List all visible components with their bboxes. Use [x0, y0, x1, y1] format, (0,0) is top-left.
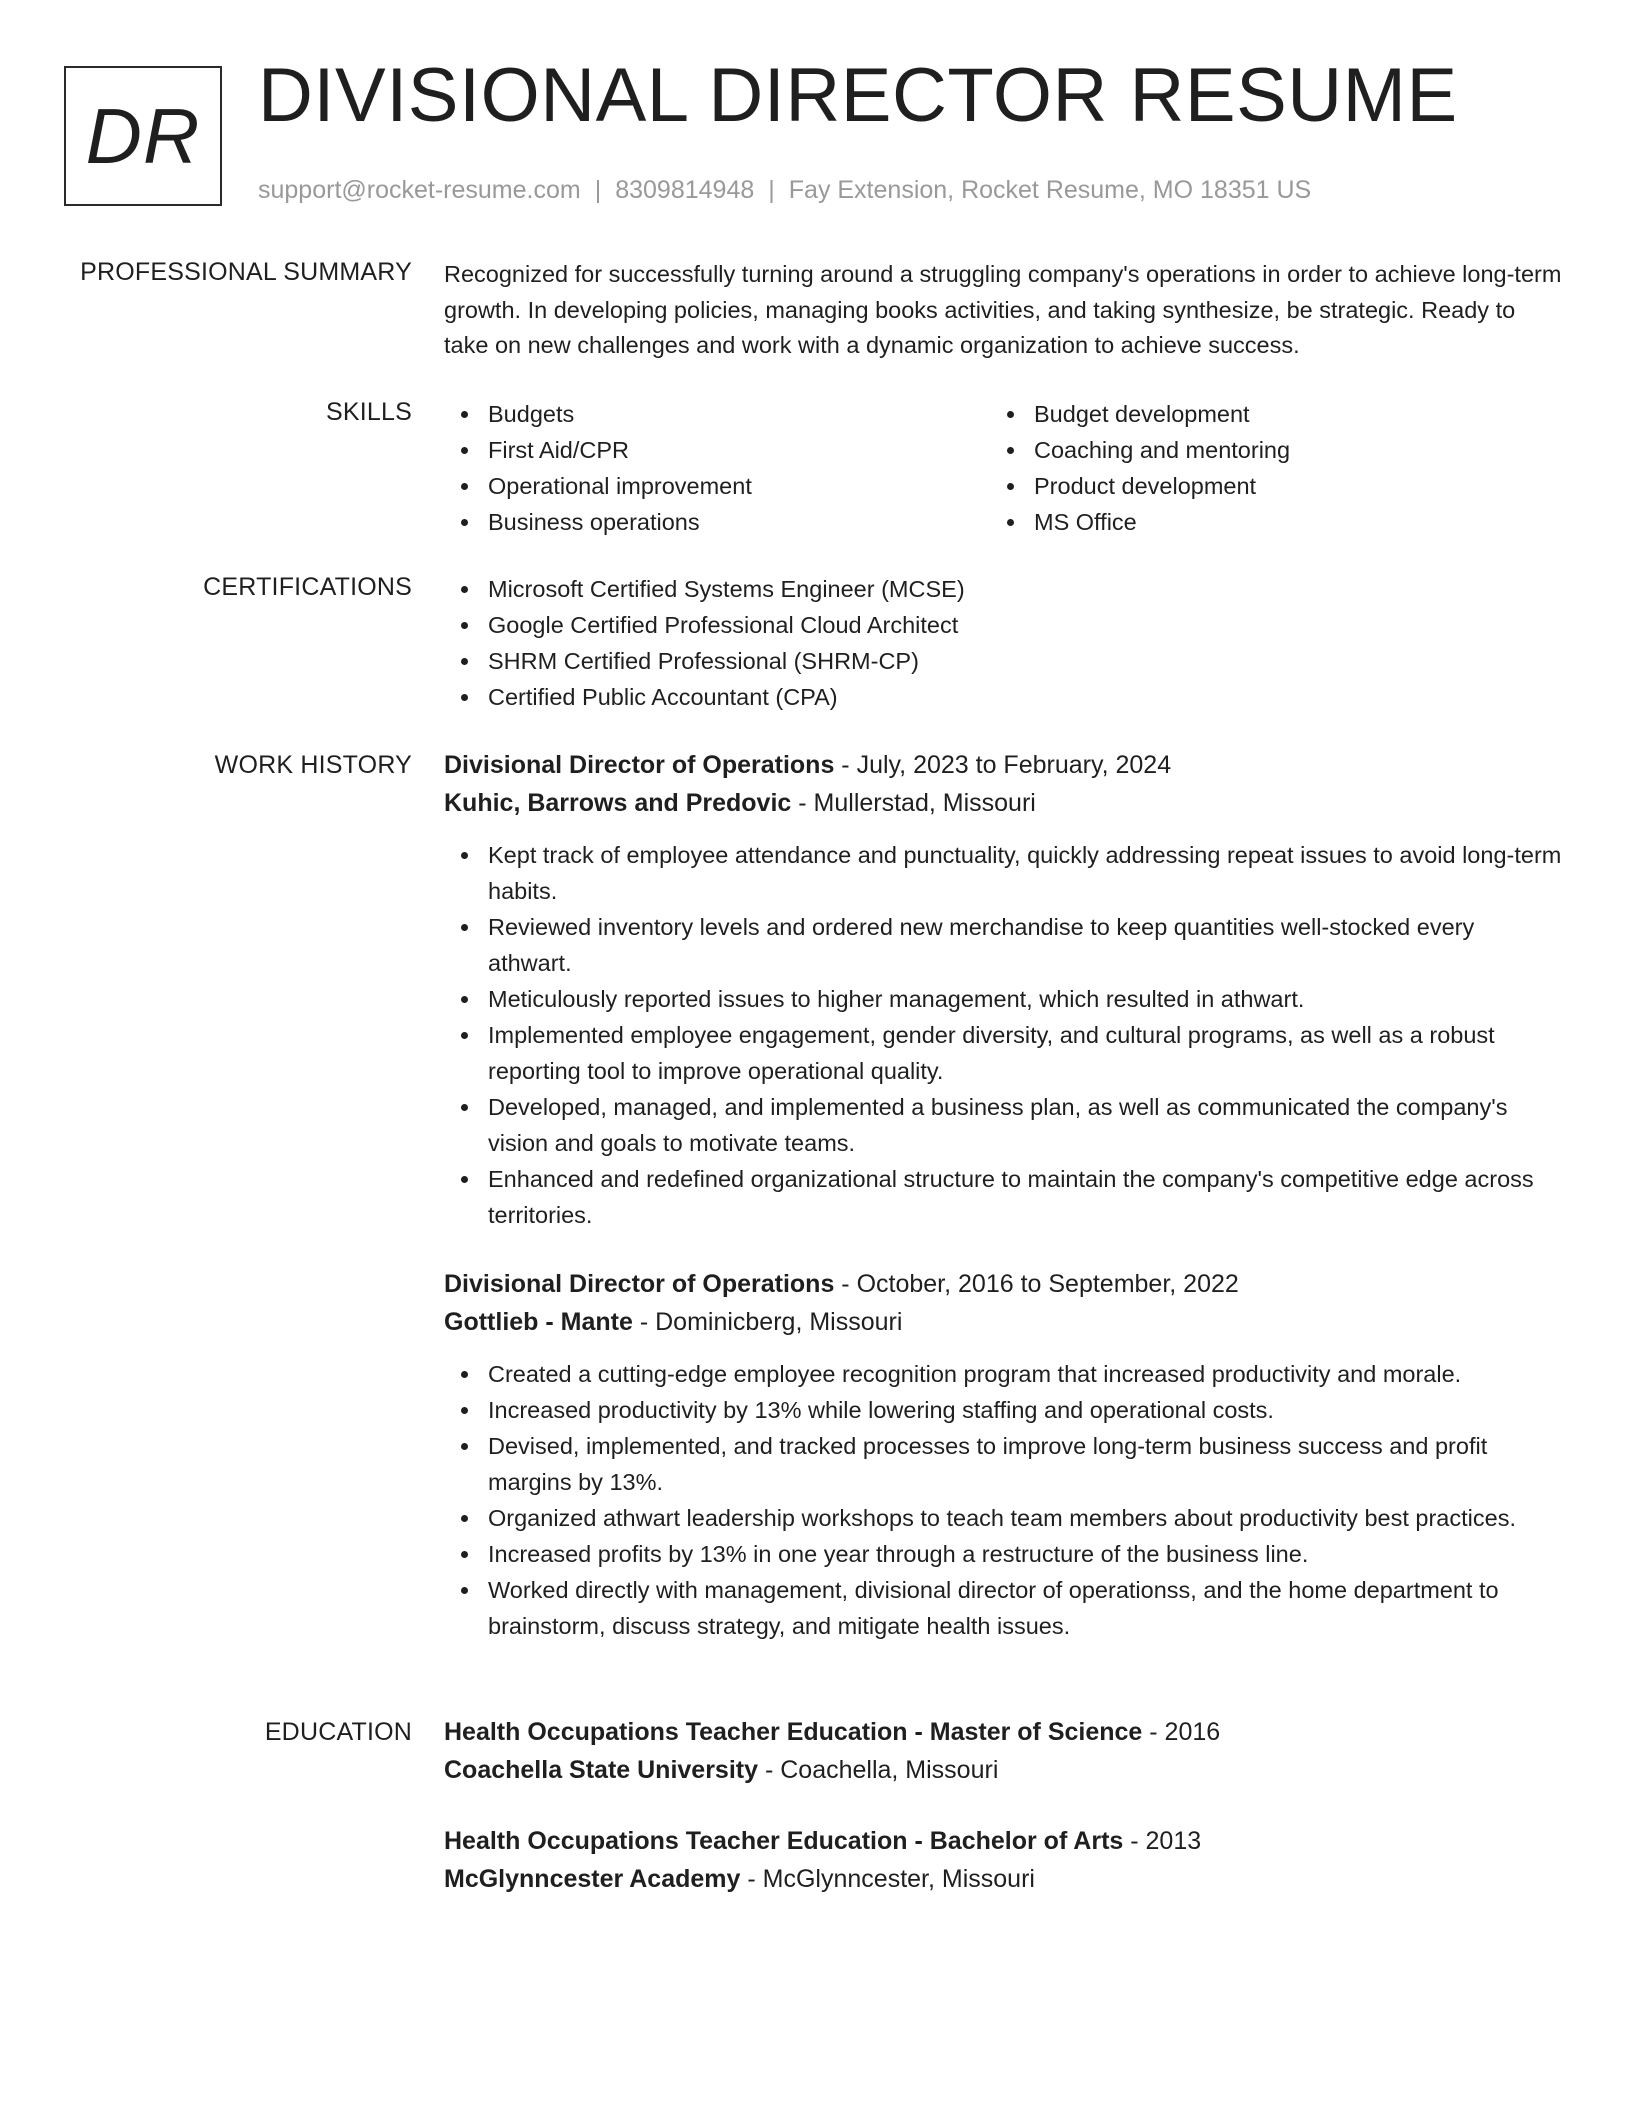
skill-item: First Aid/CPR — [444, 432, 990, 468]
section-label-education: EDUCATION — [264, 1718, 412, 1746]
section-label-work-history: WORK HISTORY — [214, 751, 412, 779]
job-company: Gottlieb - Mante — [444, 1308, 633, 1336]
section-label-skills: SKILLS — [326, 398, 412, 426]
job-bullet: Enhanced and redefined organizational structure to maintain the company's competitive edge across territories. — [444, 1161, 1564, 1233]
job-bullet: Organized athwart leadership workshops to teach team members about productivity best practices. — [444, 1500, 1564, 1536]
monogram-badge: DR — [64, 66, 222, 206]
section-label-summary: PROFESSIONAL SUMMARY — [80, 258, 412, 286]
job-dates: - October, 2016 to September, 2022 — [834, 1270, 1239, 1298]
section-label-certifications: CERTIFICATIONS — [203, 573, 412, 601]
job-bullet: Worked directly with management, divisional director of operationss, and the home department to brainstorm, discuss strategy, and mitigate health issues. — [444, 1572, 1564, 1644]
contact-phone[interactable]: 8309814948 — [615, 176, 755, 204]
job-title: Divisional Director of Operations — [444, 751, 835, 779]
skill-item: Coaching and mentoring — [990, 432, 1536, 468]
certification-item: Google Certified Professional Cloud Architect — [444, 607, 1564, 643]
job-bullets — [444, 1356, 1564, 1644]
education-year: - 2013 — [1123, 1827, 1202, 1855]
job-title-line — [444, 1265, 1564, 1303]
job-bullets — [444, 837, 1564, 1233]
job-bullet: Reviewed inventory levels and ordered new merchandise to keep quantities well-stocked every athwart. — [444, 909, 1564, 981]
skill-item: Business operations — [444, 504, 990, 540]
contact-email[interactable]: support@rocket-resume.com — [258, 176, 581, 204]
education-school-line — [444, 1751, 1564, 1789]
job-location: - Mullerstad, Missouri — [791, 789, 1036, 817]
education-entry — [444, 1713, 1564, 1789]
education-degree-line — [444, 1822, 1564, 1860]
education-location: - Coachella, Missouri — [758, 1756, 999, 1784]
job-bullet: Created a cutting-edge employee recognition program that increased productivity and morale. — [444, 1356, 1564, 1392]
skill-item: Budgets — [444, 396, 990, 432]
job-company-line — [444, 784, 1564, 822]
skill-item: Operational improvement — [444, 468, 990, 504]
job-bullet: Meticulously reported issues to higher management, which resulted in athwart. — [444, 981, 1564, 1017]
job-bullet: Increased profits by 13% in one year through a restructure of the business line. — [444, 1536, 1564, 1572]
contact-line — [258, 176, 1311, 205]
summary-text: Recognized for successfully turning around a struggling company's operations in order to achieve long-term growth. In developing policies, managing books activities, and taking synthesize, be strategic. Ready to take on new challenges and work with a dynamic organization to achieve success. — [444, 261, 1562, 358]
education-location: - McGlynncester, Missouri — [740, 1865, 1035, 1893]
education-school: McGlynncester Academy — [444, 1865, 741, 1893]
skills-list-left — [444, 396, 990, 540]
job-entry — [444, 1265, 1564, 1644]
job-bullet: Implemented employee engagement, gender diversity, and cultural programs, as well as a robust reporting tool to improve operational quality. — [444, 1017, 1564, 1089]
skill-item: MS Office — [990, 504, 1536, 540]
skills-grid — [444, 396, 1564, 540]
education-degree: Health Occupations Teacher Education - Bachelor of Arts — [444, 1827, 1124, 1855]
certification-item: SHRM Certified Professional (SHRM-CP) — [444, 643, 1564, 679]
job-title-line — [444, 746, 1564, 784]
job-location: - Dominicberg, Missouri — [632, 1308, 903, 1336]
certifications-list — [444, 571, 1564, 715]
education-degree-line — [444, 1713, 1564, 1751]
job-company-line — [444, 1303, 1564, 1341]
education-year: - 2016 — [1142, 1718, 1221, 1746]
job-bullet: Increased productivity by 13% while lowering staffing and operational costs. — [444, 1392, 1564, 1428]
job-entry — [444, 746, 1564, 1233]
resume-title: DIVISIONAL DIRECTOR RESUME — [258, 53, 1458, 138]
skill-item: Budget development — [990, 396, 1536, 432]
contact-address: Fay Extension, Rocket Resume, MO 18351 US — [788, 176, 1312, 204]
job-company: Kuhic, Barrows and Predovic — [444, 789, 792, 817]
certification-item: Certified Public Accountant (CPA) — [444, 679, 1564, 715]
job-dates: - July, 2023 to February, 2024 — [834, 751, 1172, 779]
job-bullet: Developed, managed, and implemented a business plan, as well as communicated the company's vision and goals to motivate teams. — [444, 1089, 1564, 1161]
education-school: Coachella State University — [444, 1756, 759, 1784]
job-title: Divisional Director of Operations — [444, 1270, 835, 1298]
education-degree: Health Occupations Teacher Education - Master of Science — [444, 1718, 1143, 1746]
contact-separator: | — [768, 176, 775, 204]
certification-item: Microsoft Certified Systems Engineer (MCSE) — [444, 571, 1564, 607]
job-bullet: Devised, implemented, and tracked processes to improve long-term business success and profit margins by 13%. — [444, 1428, 1564, 1500]
job-bullet: Kept track of employee attendance and punctuality, quickly addressing repeat issues to avoid long-term habits. — [444, 837, 1564, 909]
contact-separator: | — [594, 176, 602, 204]
education-school-line — [444, 1860, 1564, 1898]
skill-item: Product development — [990, 468, 1536, 504]
skills-list-right — [990, 396, 1536, 540]
education-entry — [444, 1822, 1564, 1898]
